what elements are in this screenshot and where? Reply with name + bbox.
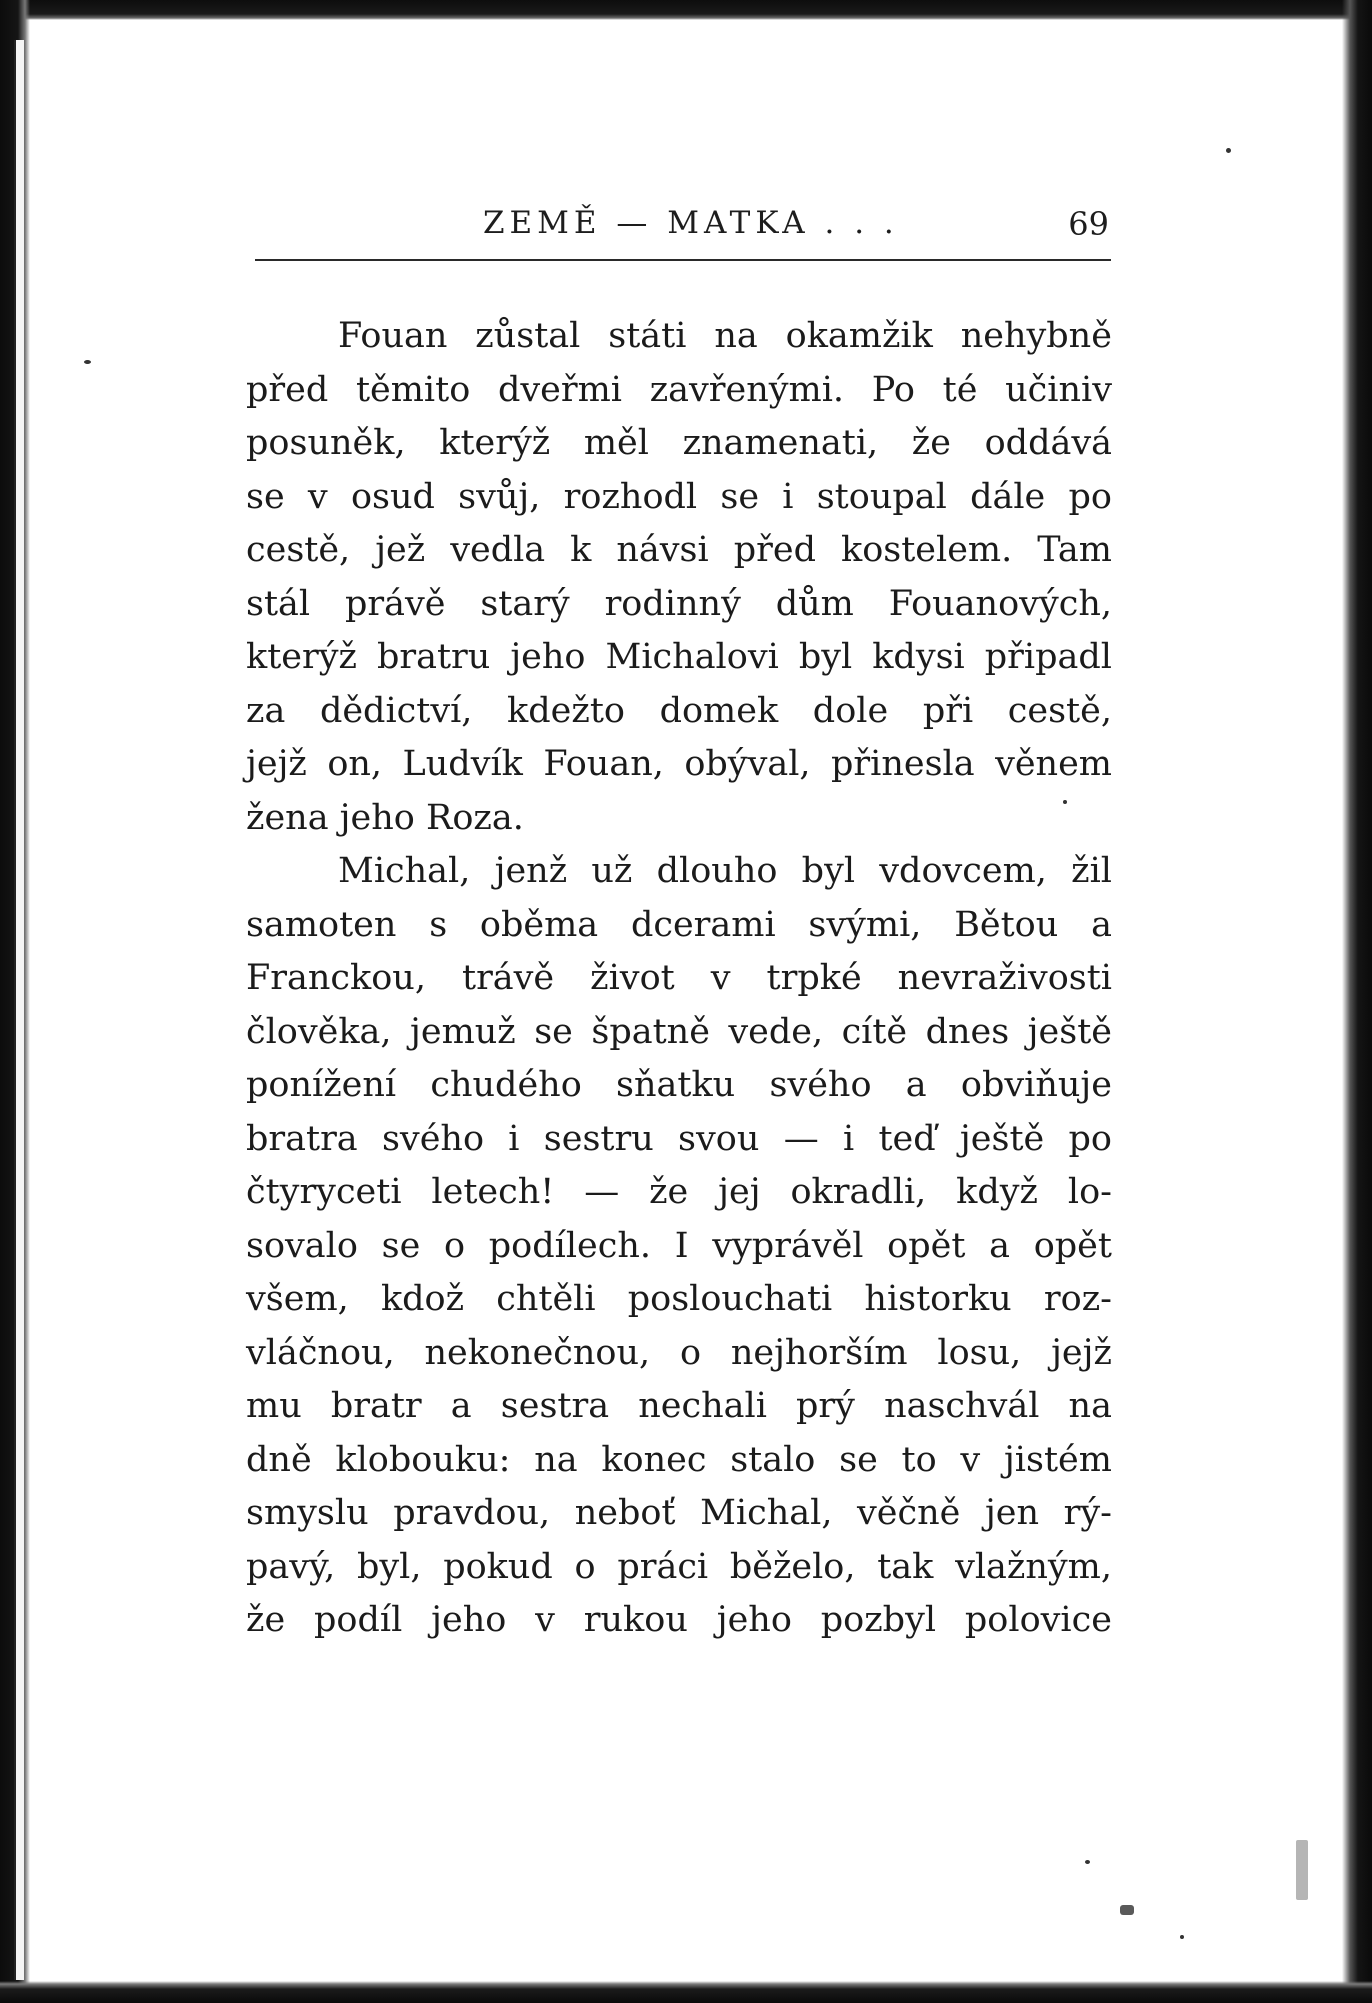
word: kdežto <box>507 690 625 731</box>
scan-speck <box>84 360 91 364</box>
word: byl, <box>357 1546 422 1587</box>
scan-speck <box>1296 1840 1308 1900</box>
word: běželo, <box>729 1546 856 1587</box>
word: konec <box>601 1439 707 1480</box>
scan-speck <box>1180 1935 1184 1939</box>
word: rodinný <box>604 583 741 624</box>
word: okamžik <box>785 316 933 356</box>
word: na <box>1068 1386 1112 1426</box>
word: pokud <box>443 1546 553 1587</box>
word: — <box>783 1118 819 1159</box>
word: vlažným, <box>955 1546 1112 1587</box>
word: dům <box>775 583 854 624</box>
text-line <box>246 845 1112 899</box>
word: byl <box>801 851 856 891</box>
word: dědictví, <box>319 690 473 731</box>
word: podílech. <box>488 1225 652 1266</box>
word: chtěli <box>496 1279 596 1319</box>
word: jejž <box>1051 1332 1112 1373</box>
word: i <box>782 476 794 517</box>
word: s <box>429 904 448 945</box>
word: jemuž <box>410 1011 516 1052</box>
word: dole <box>812 690 889 731</box>
word: chudého <box>430 1065 582 1105</box>
word: dnes <box>925 1011 1010 1052</box>
text-line <box>246 1380 1112 1434</box>
word: návsi <box>616 530 709 570</box>
word: lo- <box>1067 1172 1112 1212</box>
word: trávě <box>462 958 555 998</box>
text-line <box>246 1487 1112 1541</box>
word: klobouku: <box>335 1439 511 1480</box>
word: čtyryceti <box>246 1172 402 1212</box>
word: měl <box>583 423 649 463</box>
text-line <box>246 899 1112 953</box>
word: po <box>1068 1118 1112 1159</box>
word: historku <box>864 1279 1012 1319</box>
word: že <box>649 1172 689 1212</box>
word: trpké <box>766 958 862 998</box>
word: dcerami <box>630 904 776 945</box>
word: se <box>839 1439 878 1480</box>
word: se <box>381 1225 421 1266</box>
word: za <box>246 690 286 731</box>
word: kterýž <box>439 423 551 463</box>
word: zůstal <box>475 316 581 356</box>
word: Fouan, <box>543 744 664 784</box>
word: Michal, <box>700 1493 833 1533</box>
word: naschvál <box>884 1386 1040 1426</box>
text-line <box>246 792 1112 846</box>
word: na <box>714 316 758 356</box>
word: okradli, <box>790 1172 927 1212</box>
word: vdovcem, <box>879 851 1047 891</box>
word: ještě <box>1027 1011 1112 1052</box>
word: práci <box>617 1546 709 1587</box>
word: těmito <box>355 369 471 410</box>
word: poslouchati <box>627 1279 833 1319</box>
text-line <box>246 1273 1112 1327</box>
word: obviňuje <box>960 1065 1112 1105</box>
text-line <box>246 1220 1112 1274</box>
word: vede, <box>728 1011 824 1052</box>
word: i <box>508 1118 520 1159</box>
word: dlouho <box>656 851 778 891</box>
word: svého <box>381 1118 485 1159</box>
word: cítě <box>841 1011 908 1052</box>
word: Tam <box>1037 530 1112 570</box>
running-header <box>255 205 1113 253</box>
text-line <box>246 524 1112 578</box>
word: bratra <box>246 1118 358 1159</box>
word: roz- <box>1043 1279 1112 1319</box>
word: právě <box>344 583 446 624</box>
word: obýval, <box>684 744 811 784</box>
word: jeho <box>716 1600 792 1640</box>
word: samoten <box>246 904 397 945</box>
word: dveřmi <box>497 369 622 410</box>
word: že <box>246 1600 286 1640</box>
word: jeho <box>510 637 586 677</box>
page-gutter-edge <box>14 40 24 1980</box>
word: Michal, <box>338 851 471 891</box>
word: a <box>989 1225 1010 1266</box>
word: letech! <box>431 1172 555 1212</box>
text-line <box>246 631 1112 685</box>
scan-frame-top <box>0 0 1372 20</box>
scan-speck <box>1120 1905 1134 1915</box>
word: stál <box>246 583 311 624</box>
word: stalo <box>730 1439 816 1480</box>
word: při <box>922 690 974 731</box>
word: rukou <box>583 1600 688 1640</box>
word: se <box>534 1011 573 1052</box>
text-line <box>246 1166 1112 1220</box>
word: už <box>591 851 633 891</box>
word: pavý, <box>246 1546 336 1587</box>
word: před <box>246 369 329 410</box>
word: jej <box>718 1172 761 1212</box>
word: neboť <box>574 1493 676 1533</box>
word: bratr <box>330 1386 422 1426</box>
word: prý <box>796 1386 855 1426</box>
word: když <box>956 1172 1038 1212</box>
word: cestě, <box>1007 690 1112 731</box>
word: svůj, <box>458 476 541 517</box>
word: pozbyl <box>820 1600 937 1640</box>
word: přinesla <box>831 744 975 784</box>
word: o <box>679 1332 702 1373</box>
word: o <box>574 1546 596 1587</box>
word: oddává <box>984 423 1112 463</box>
word: polovice <box>964 1600 1112 1640</box>
word: — <box>584 1172 620 1212</box>
word: domek <box>659 690 779 731</box>
word: státi <box>608 316 687 356</box>
word: se <box>720 476 760 517</box>
text-line <box>246 310 1112 364</box>
word: připadl <box>984 637 1112 677</box>
word: Po <box>871 369 915 410</box>
word: člověka, <box>246 1011 392 1052</box>
word: všem, <box>246 1279 349 1319</box>
text-line <box>246 685 1112 739</box>
word: cestě, <box>246 530 351 570</box>
word: v <box>535 1600 555 1640</box>
word: Fouan <box>338 316 448 356</box>
word: i <box>842 1118 855 1159</box>
word: život <box>590 958 675 998</box>
text-line <box>246 578 1112 632</box>
word: se <box>246 476 285 517</box>
word: posuněk, <box>246 423 406 463</box>
word: věnem <box>995 744 1112 784</box>
word: žil <box>1071 851 1112 891</box>
word: a <box>1091 904 1112 945</box>
word: opět <box>1033 1225 1112 1266</box>
word: rozhodl <box>563 476 698 517</box>
word: po <box>1068 476 1112 517</box>
word: a <box>905 1065 927 1105</box>
header-rule <box>255 259 1111 261</box>
word: že <box>911 423 951 463</box>
scan-frame-bottom <box>0 1981 1372 2003</box>
word: nevraživosti <box>897 958 1112 998</box>
text-line <box>246 471 1112 525</box>
word: sovalo <box>246 1225 358 1266</box>
word: osud <box>350 476 435 517</box>
scan-speck <box>1085 1860 1090 1864</box>
word: kostelem. <box>840 530 1013 570</box>
text-line <box>246 1113 1112 1167</box>
running-header-title: ZEMĚ — MATKA . . . <box>483 205 899 241</box>
word: nekonečnou, <box>424 1332 651 1373</box>
word: podíl <box>314 1600 403 1640</box>
text-line <box>246 1059 1112 1113</box>
word: mu <box>246 1386 302 1426</box>
word: dně <box>246 1439 312 1480</box>
body-text <box>246 310 1112 1648</box>
text-line <box>246 1541 1112 1595</box>
word: svého <box>769 1065 872 1105</box>
word: tak <box>877 1546 934 1587</box>
word: svou <box>678 1118 760 1159</box>
word: bratru <box>376 637 491 677</box>
word: svými, <box>808 904 922 945</box>
word: jejž <box>246 744 307 784</box>
text-line <box>246 1327 1112 1381</box>
word: zavřenými. <box>649 369 845 410</box>
word: dále <box>970 476 1046 517</box>
word: starý <box>480 583 570 624</box>
word: vláčnou, <box>246 1332 395 1373</box>
word: jen <box>984 1493 1040 1533</box>
text-line <box>246 1434 1112 1488</box>
text-line <box>246 1594 1112 1648</box>
word: losu, <box>937 1332 1022 1373</box>
word: věčně <box>857 1493 961 1533</box>
word: I <box>674 1225 689 1266</box>
word: jež <box>375 530 426 570</box>
word: jenž <box>494 851 568 891</box>
word: sestru <box>543 1118 654 1159</box>
word: nechali <box>638 1386 767 1426</box>
word: znamenati, <box>682 423 879 463</box>
text-line <box>246 364 1112 418</box>
word: byl <box>798 637 853 677</box>
word: té <box>942 369 978 410</box>
word: sňatku <box>616 1065 736 1105</box>
word: kdysi <box>872 637 965 677</box>
word: Michalovi <box>605 637 779 677</box>
word: Fouanových, <box>888 583 1112 624</box>
word: stoupal <box>816 476 947 517</box>
word: ponížení <box>246 1065 397 1105</box>
word: smyslu <box>246 1493 369 1533</box>
word: v <box>960 1439 981 1480</box>
scan-speck <box>1226 148 1231 153</box>
word: kdož <box>380 1279 465 1319</box>
word: na <box>534 1439 578 1480</box>
word: oběma <box>479 904 599 945</box>
word: učiniv <box>1005 369 1112 410</box>
word: a <box>450 1386 472 1426</box>
word: v <box>710 958 731 998</box>
word: Franckou, <box>246 958 426 998</box>
word: nehybně <box>960 316 1112 356</box>
word: Ludvík <box>402 744 523 784</box>
word: nejhorším <box>730 1332 908 1373</box>
scan-frame-right <box>1342 0 1372 2003</box>
word: kterýž <box>246 637 357 677</box>
text-line <box>246 952 1112 1006</box>
word: Bětou <box>954 904 1059 945</box>
text-line <box>246 738 1112 792</box>
word: sestra <box>500 1386 610 1426</box>
word: pravdou, <box>393 1493 551 1533</box>
word: opět <box>887 1225 966 1266</box>
text-line <box>246 417 1112 471</box>
word: před <box>733 530 816 570</box>
word: špatně <box>591 1011 710 1052</box>
text-line-content: žena jeho Roza. <box>246 797 524 838</box>
word: teď <box>878 1118 936 1159</box>
word: to <box>901 1439 937 1480</box>
word: vyprávěl <box>712 1225 864 1266</box>
word: o <box>444 1225 466 1266</box>
page-number: 69 <box>1068 205 1109 243</box>
word: jistém <box>1003 1439 1112 1480</box>
text-line <box>246 1006 1112 1060</box>
word: vedla <box>450 530 546 570</box>
word: v <box>307 476 328 517</box>
word: on, <box>327 744 383 784</box>
word: k <box>570 530 592 570</box>
word: ještě <box>959 1118 1045 1159</box>
word: rý- <box>1063 1493 1112 1533</box>
word: jeho <box>431 1600 507 1640</box>
